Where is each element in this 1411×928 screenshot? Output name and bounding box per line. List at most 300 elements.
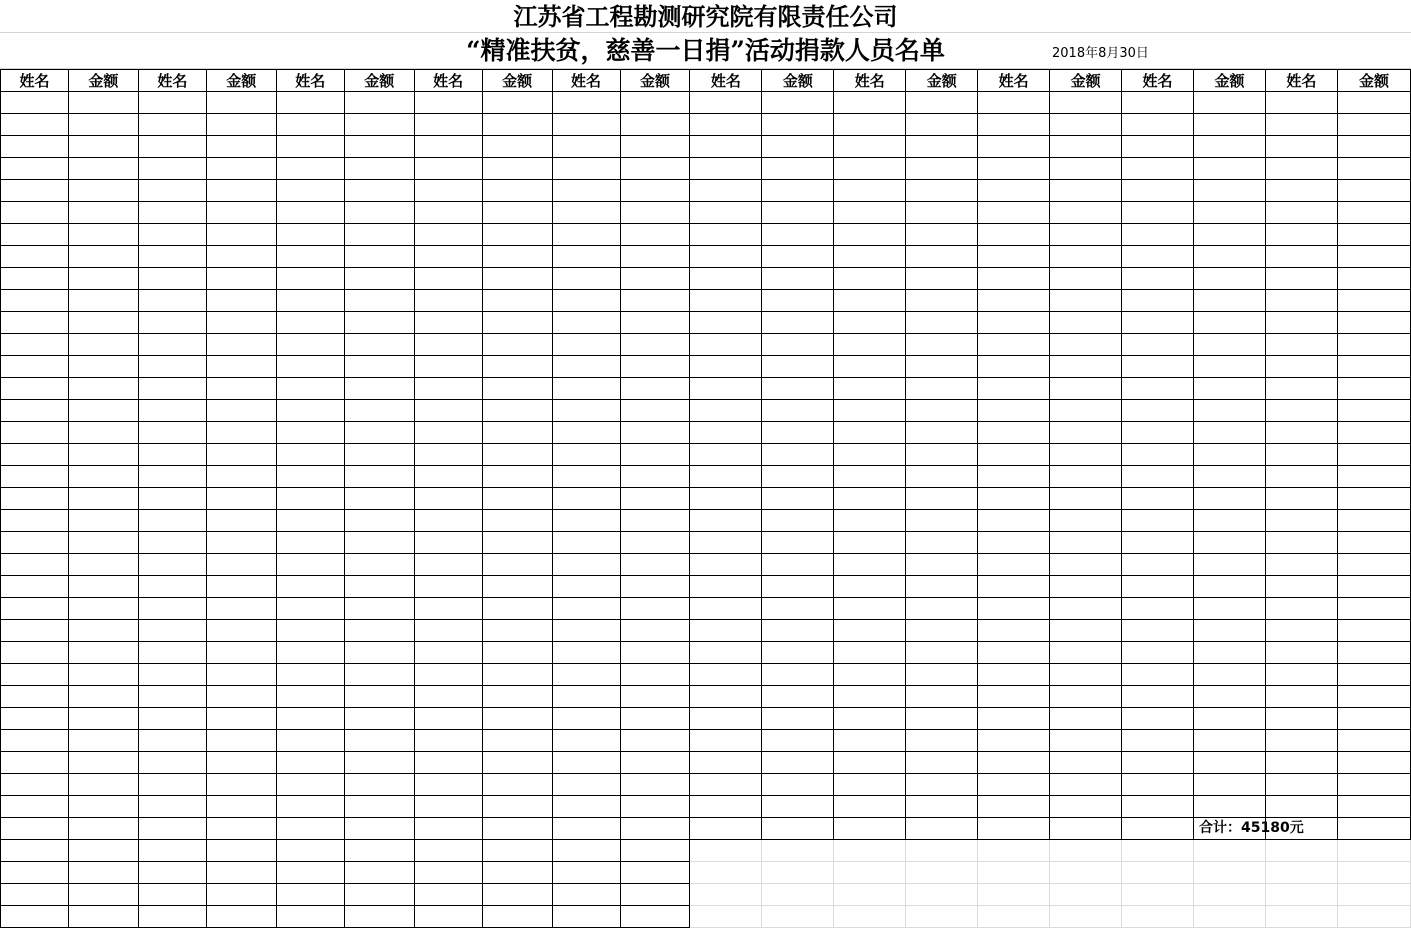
table-cell xyxy=(206,598,276,620)
column-header: 姓名 xyxy=(552,70,620,92)
table-cell xyxy=(68,444,138,466)
table-row xyxy=(1,774,1411,796)
table-cell xyxy=(68,488,138,510)
table-cell xyxy=(1050,466,1122,488)
table-cell xyxy=(1194,664,1266,686)
table-cell xyxy=(138,510,206,532)
table-cell xyxy=(1,510,69,532)
table-cell xyxy=(620,180,690,202)
table-row xyxy=(1,642,1411,664)
table-cell xyxy=(1,180,69,202)
table-cell xyxy=(1337,730,1410,752)
table-cell xyxy=(906,400,978,422)
table-cell xyxy=(138,334,206,356)
table-cell xyxy=(834,224,906,246)
table-cell xyxy=(482,356,552,378)
column-header: 姓名 xyxy=(276,70,344,92)
table-row xyxy=(1,290,1411,312)
table-cell xyxy=(762,378,834,400)
table-cell xyxy=(1050,312,1122,334)
table-cell xyxy=(620,422,690,444)
table-cell xyxy=(1194,884,1266,906)
table-cell xyxy=(68,158,138,180)
table-cell xyxy=(1,290,69,312)
table-cell xyxy=(978,92,1050,114)
table-cell xyxy=(344,334,414,356)
table-cell xyxy=(1194,114,1266,136)
table-row xyxy=(1,92,1411,114)
table-cell xyxy=(1337,686,1410,708)
table-cell xyxy=(1265,356,1337,378)
table-cell xyxy=(276,246,344,268)
table-cell xyxy=(552,312,620,334)
table-cell xyxy=(906,114,978,136)
table-cell xyxy=(276,862,344,884)
table-cell xyxy=(906,290,978,312)
table-cell xyxy=(978,818,1050,840)
table-cell xyxy=(552,246,620,268)
table-cell xyxy=(1122,752,1194,774)
table-cell xyxy=(414,752,482,774)
table-cell xyxy=(834,818,906,840)
table-cell xyxy=(1050,224,1122,246)
table-cell xyxy=(1050,598,1122,620)
table-cell xyxy=(206,180,276,202)
table-cell xyxy=(978,752,1050,774)
table-cell xyxy=(1050,862,1122,884)
table-row xyxy=(1,400,1411,422)
table-cell xyxy=(138,862,206,884)
table-cell xyxy=(1194,136,1266,158)
table-cell xyxy=(1122,466,1194,488)
table-cell xyxy=(1050,532,1122,554)
table-cell xyxy=(1337,598,1410,620)
table-cell xyxy=(1337,312,1410,334)
table-cell xyxy=(978,510,1050,532)
table-cell xyxy=(1122,378,1194,400)
table-cell xyxy=(552,334,620,356)
table-cell xyxy=(620,290,690,312)
table-cell xyxy=(1337,290,1410,312)
date-label: 2018年8月30日 xyxy=(1052,46,1149,61)
table-cell xyxy=(482,180,552,202)
table-cell xyxy=(978,532,1050,554)
table-cell xyxy=(1265,180,1337,202)
table-cell xyxy=(978,554,1050,576)
table-cell xyxy=(206,488,276,510)
table-cell xyxy=(1194,246,1266,268)
table-cell xyxy=(68,576,138,598)
table-cell xyxy=(906,268,978,290)
table-cell xyxy=(978,444,1050,466)
table-cell xyxy=(834,840,906,862)
table-cell xyxy=(1194,290,1266,312)
table-cell xyxy=(834,532,906,554)
table-cell xyxy=(414,158,482,180)
table-cell xyxy=(482,840,552,862)
table-cell xyxy=(906,708,978,730)
table-cell xyxy=(1194,356,1266,378)
table-cell xyxy=(906,312,978,334)
table-row xyxy=(1,532,1411,554)
table-cell xyxy=(1050,554,1122,576)
table-cell xyxy=(276,378,344,400)
table-cell xyxy=(414,774,482,796)
donor-table xyxy=(0,69,1411,928)
table-cell xyxy=(206,290,276,312)
table-row xyxy=(1,620,1411,642)
table-cell xyxy=(138,840,206,862)
table-cell xyxy=(978,576,1050,598)
table-cell xyxy=(906,444,978,466)
table-cell xyxy=(1265,444,1337,466)
table-row xyxy=(1,752,1411,774)
table-cell xyxy=(1122,576,1194,598)
table-cell xyxy=(762,488,834,510)
table-cell xyxy=(344,554,414,576)
table-cell xyxy=(906,906,978,928)
column-header: 金额 xyxy=(1194,70,1266,92)
table-cell xyxy=(1194,202,1266,224)
table-cell xyxy=(1194,598,1266,620)
table-cell xyxy=(762,268,834,290)
table-cell xyxy=(414,686,482,708)
table-cell xyxy=(620,202,690,224)
table-cell xyxy=(276,576,344,598)
table-cell xyxy=(978,708,1050,730)
table-cell xyxy=(344,136,414,158)
table-cell xyxy=(414,598,482,620)
table-cell xyxy=(1122,730,1194,752)
table-cell xyxy=(762,642,834,664)
table-cell xyxy=(414,114,482,136)
table-cell xyxy=(906,92,978,114)
table-cell xyxy=(276,510,344,532)
table-cell xyxy=(1265,576,1337,598)
table-cell xyxy=(414,290,482,312)
table-cell xyxy=(1337,356,1410,378)
table-row xyxy=(1,136,1411,158)
table-cell xyxy=(762,884,834,906)
table-cell xyxy=(762,664,834,686)
table-cell xyxy=(206,92,276,114)
table-cell xyxy=(1,862,69,884)
table-cell xyxy=(1337,862,1410,884)
table-cell xyxy=(978,268,1050,290)
table-cell xyxy=(1265,620,1337,642)
table-cell xyxy=(552,92,620,114)
table-cell xyxy=(68,906,138,928)
table-cell xyxy=(344,466,414,488)
table-cell xyxy=(834,510,906,532)
table-cell xyxy=(690,730,762,752)
table-cell xyxy=(906,422,978,444)
table-cell xyxy=(1,532,69,554)
table-cell xyxy=(1,488,69,510)
table-cell xyxy=(906,202,978,224)
table-cell xyxy=(138,158,206,180)
event-title: “精准扶贫，慈善一日捐”活动捐款人员名单 xyxy=(466,36,945,65)
table-cell xyxy=(834,312,906,334)
table-cell xyxy=(138,532,206,554)
table-cell xyxy=(1,268,69,290)
table-cell xyxy=(206,114,276,136)
table-cell xyxy=(344,246,414,268)
table-cell xyxy=(276,444,344,466)
table-cell xyxy=(552,664,620,686)
table-cell xyxy=(762,510,834,532)
table-cell xyxy=(1337,840,1410,862)
table-cell xyxy=(1194,312,1266,334)
table-cell xyxy=(620,246,690,268)
table-cell xyxy=(552,356,620,378)
table-cell xyxy=(68,862,138,884)
table-cell xyxy=(552,444,620,466)
table-row xyxy=(1,730,1411,752)
table-cell xyxy=(276,466,344,488)
table-cell xyxy=(138,224,206,246)
table-cell xyxy=(1122,268,1194,290)
table-cell xyxy=(206,642,276,664)
table-cell xyxy=(1,378,69,400)
table-cell xyxy=(1050,92,1122,114)
table-cell xyxy=(276,598,344,620)
table-cell xyxy=(978,334,1050,356)
table-cell xyxy=(206,202,276,224)
table-cell xyxy=(1265,730,1337,752)
table-cell xyxy=(1,884,69,906)
table-cell xyxy=(1265,224,1337,246)
table-cell xyxy=(344,356,414,378)
table-cell xyxy=(1265,686,1337,708)
table-cell xyxy=(620,312,690,334)
table-cell xyxy=(344,202,414,224)
table-cell xyxy=(1122,664,1194,686)
table-cell xyxy=(906,510,978,532)
table-cell xyxy=(1265,268,1337,290)
table-cell xyxy=(834,246,906,268)
table-cell xyxy=(344,576,414,598)
table-cell xyxy=(620,598,690,620)
table-cell xyxy=(1050,488,1122,510)
table-cell xyxy=(344,290,414,312)
table-cell xyxy=(1265,202,1337,224)
table-cell xyxy=(1122,158,1194,180)
table-cell xyxy=(762,422,834,444)
table-cell xyxy=(276,312,344,334)
table-cell xyxy=(690,202,762,224)
table-cell xyxy=(276,180,344,202)
table-cell xyxy=(344,862,414,884)
table-cell xyxy=(978,400,1050,422)
table-cell xyxy=(482,576,552,598)
table-cell xyxy=(482,312,552,334)
table-cell xyxy=(138,488,206,510)
table-cell xyxy=(482,906,552,928)
table-cell xyxy=(68,818,138,840)
table-cell xyxy=(1,774,69,796)
table-cell xyxy=(762,202,834,224)
company-title: 江苏省工程勘测研究院有限责任公司 xyxy=(513,2,898,31)
table-cell xyxy=(978,180,1050,202)
table-cell xyxy=(1265,400,1337,422)
table-cell xyxy=(344,906,414,928)
table-cell xyxy=(1050,884,1122,906)
table-cell xyxy=(762,686,834,708)
table-cell xyxy=(344,730,414,752)
table-cell xyxy=(68,378,138,400)
table-cell xyxy=(1194,378,1266,400)
table-cell xyxy=(1122,202,1194,224)
table-cell xyxy=(138,136,206,158)
table-cell xyxy=(834,774,906,796)
table-cell xyxy=(276,818,344,840)
table-cell xyxy=(690,576,762,598)
table-cell xyxy=(206,906,276,928)
table-cell xyxy=(552,598,620,620)
table-cell xyxy=(1050,620,1122,642)
table-cell xyxy=(978,862,1050,884)
table-cell xyxy=(68,356,138,378)
table-cell xyxy=(1337,532,1410,554)
table-cell xyxy=(344,378,414,400)
table-cell xyxy=(834,444,906,466)
table-cell xyxy=(690,378,762,400)
table-cell xyxy=(1050,642,1122,664)
table-cell xyxy=(482,466,552,488)
table-row xyxy=(1,158,1411,180)
table-cell xyxy=(906,664,978,686)
table-cell xyxy=(138,356,206,378)
table-cell xyxy=(906,356,978,378)
table-cell xyxy=(762,730,834,752)
table-cell xyxy=(1337,400,1410,422)
table-cell xyxy=(206,246,276,268)
table-cell xyxy=(138,642,206,664)
table-cell xyxy=(906,730,978,752)
column-header: 姓名 xyxy=(138,70,206,92)
table-cell xyxy=(690,796,762,818)
table-cell xyxy=(206,422,276,444)
table-cell xyxy=(690,686,762,708)
table-cell xyxy=(690,246,762,268)
table-row xyxy=(1,554,1411,576)
table-cell xyxy=(1050,334,1122,356)
table-cell xyxy=(276,620,344,642)
table-cell xyxy=(620,862,690,884)
table-cell xyxy=(138,620,206,642)
table-cell xyxy=(344,400,414,422)
table-cell xyxy=(344,488,414,510)
table-cell xyxy=(690,818,762,840)
table-cell xyxy=(1,906,69,928)
table-cell xyxy=(414,884,482,906)
table-cell xyxy=(68,180,138,202)
table-cell xyxy=(690,290,762,312)
table-cell xyxy=(138,884,206,906)
table-cell xyxy=(1265,664,1337,686)
table-cell xyxy=(1337,92,1410,114)
table-cell xyxy=(1050,356,1122,378)
table-cell xyxy=(482,532,552,554)
table-cell xyxy=(68,246,138,268)
table-cell xyxy=(344,708,414,730)
table-cell xyxy=(1122,642,1194,664)
table-cell xyxy=(482,752,552,774)
table-cell xyxy=(68,620,138,642)
table-cell xyxy=(1337,114,1410,136)
table-row xyxy=(1,466,1411,488)
table-cell xyxy=(138,554,206,576)
table-cell xyxy=(68,774,138,796)
table-row xyxy=(1,664,1411,686)
table-cell xyxy=(906,774,978,796)
table-cell xyxy=(834,400,906,422)
table-cell xyxy=(276,488,344,510)
table-row xyxy=(1,884,1411,906)
table-cell xyxy=(344,642,414,664)
table-cell xyxy=(620,488,690,510)
table-row xyxy=(1,906,1411,928)
table-cell xyxy=(552,752,620,774)
table-cell xyxy=(620,268,690,290)
table-cell xyxy=(1337,906,1410,928)
table-cell xyxy=(276,708,344,730)
table-cell xyxy=(690,884,762,906)
table-cell xyxy=(206,774,276,796)
table-cell xyxy=(690,400,762,422)
table-cell xyxy=(906,334,978,356)
table-cell xyxy=(482,708,552,730)
table-cell xyxy=(906,224,978,246)
table-cell xyxy=(68,884,138,906)
table-cell xyxy=(552,422,620,444)
table-cell xyxy=(1050,400,1122,422)
table-cell xyxy=(906,378,978,400)
table-cell xyxy=(68,334,138,356)
table-cell xyxy=(206,862,276,884)
table-cell xyxy=(1265,884,1337,906)
table-cell xyxy=(1050,422,1122,444)
table-cell xyxy=(906,752,978,774)
table-cell xyxy=(552,576,620,598)
table-cell xyxy=(620,620,690,642)
table-cell xyxy=(1194,730,1266,752)
table-cell xyxy=(482,686,552,708)
table-cell xyxy=(552,466,620,488)
table-cell xyxy=(1050,906,1122,928)
table-cell xyxy=(834,92,906,114)
table-cell xyxy=(1337,510,1410,532)
table-cell xyxy=(978,378,1050,400)
table-cell xyxy=(978,664,1050,686)
table-cell xyxy=(1,664,69,686)
table-cell xyxy=(620,884,690,906)
table-cell xyxy=(138,246,206,268)
table-cell xyxy=(620,708,690,730)
table-row xyxy=(1,180,1411,202)
table-cell xyxy=(1194,796,1266,818)
table-cell xyxy=(138,290,206,312)
table-cell xyxy=(834,642,906,664)
table-cell xyxy=(1,554,69,576)
table-cell xyxy=(552,620,620,642)
table-cell xyxy=(1337,708,1410,730)
table-cell xyxy=(206,158,276,180)
table-cell xyxy=(206,708,276,730)
table-cell xyxy=(762,466,834,488)
table-cell xyxy=(978,290,1050,312)
